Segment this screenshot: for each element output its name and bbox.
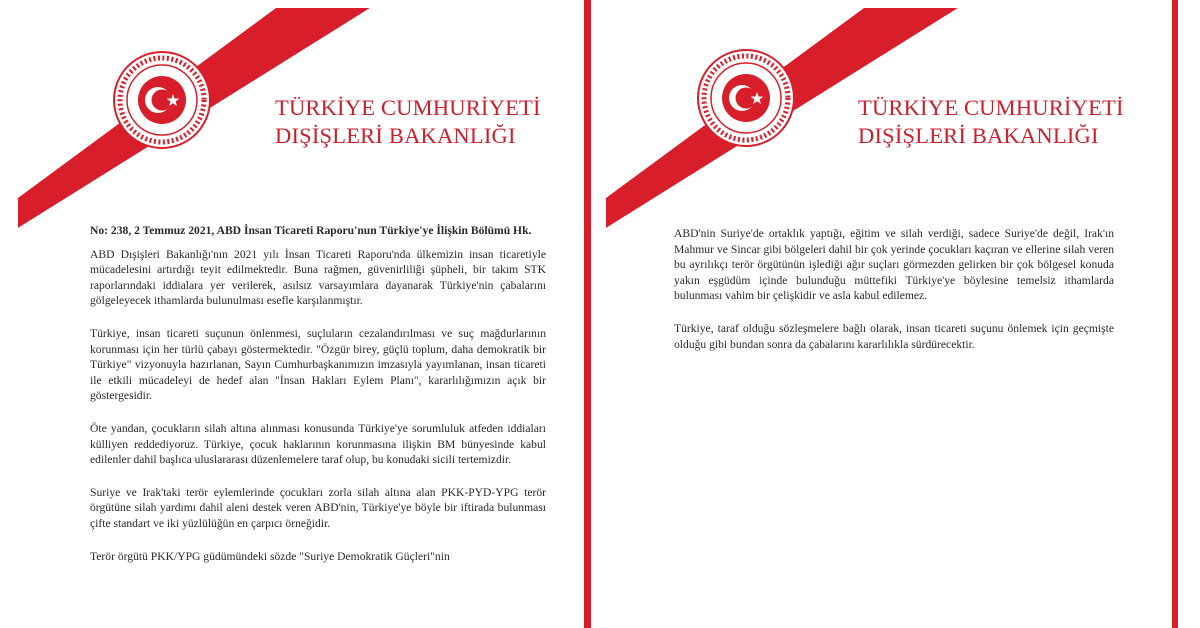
page-divider-line (584, 0, 591, 628)
press-release-text (674, 226, 1114, 369)
ministry-seal-icon (696, 48, 796, 148)
ministry-name (858, 94, 1124, 150)
ministry-name-line1: TÜRKİYE CUMHURİYETİ (858, 95, 1124, 120)
ministry-name-line2: DIŞİŞLERİ BAKANLIĞI (275, 123, 516, 148)
press-release-text (90, 223, 546, 581)
paragraph: Türkiye, insan ticareti suçunun önlenmesi, suçluların cezalandırılması ve suç mağdurlarının korunması için her türlü çabayı göstermektedir. "Özgür birey, güçlü toplum, daha demokratik bir Türkiye" vizyonuyla hazırlanan, Sayın Cumhurbaşkanımızın imzasıyla yayımlanan, insan ticareti ile etkili mücadeleyi de hedef alan "İnsan Hakları Eylem Planı", kararlılığımızın açık bir göstergesidir. (90, 326, 546, 403)
paragraph: Terör örgütü PKK/YPG güdümündeki sözde "Suriye Demokratik Güçleri"nin (90, 549, 450, 563)
left-page (0, 0, 576, 628)
right-page (592, 0, 1192, 628)
page-edge-line (1172, 0, 1178, 628)
paragraph: ABD'nin Suriye'de ortaklık yaptığı, eğitim ve silah verdiği, sadece Suriye'de değil, Irak'ın Mahmur ve Sincar gibi bölgeleri dahil bir çok yerinde çocukları kaçıran ve ellerine silah veren bu ayrılıkçı terör örgütünün işlediği ağır suçları görmezden gelirken bir çok bölgesel konuda yakın eşgüdüm içinde bulunduğu müttefiki Türkiye'ye böylesine temelsiz ithamlarda bulunması vahim bir çelişkidir ve asla kabul edilemez. (674, 227, 1114, 303)
ministry-seal-icon (112, 50, 212, 150)
ministry-name (275, 94, 541, 150)
paragraph: ABD Dışişleri Bakanlığı'nın 2021 yılı İnsan Ticareti Raporu'nda ülkemizin insan ticaretiyle mücadelesini artırdığı teyit edilmektedir. Buna rağmen, güvenirliliği şüpheli, bir takım STK raporlarındaki iddialara yer verilerek, asılsız varsayımlara dayanarak Türkiye'nin çabalarını gölgeleyecek ithamlarda bulunulması esefle karşılanmıştır. (90, 247, 546, 308)
paragraph: Türkiye, taraf olduğu sözleşmelere bağlı olarak, insan ticareti suçunu önlemek için geçmişte olduğu gibi bundan sonra da çabalarını kararlılıkla sürdürecektir. (674, 321, 1114, 351)
ministry-name-line1: TÜRKİYE CUMHURİYETİ (275, 95, 541, 120)
ministry-name-line2: DIŞİŞLERİ BAKANLIĞI (858, 123, 1099, 148)
press-release-heading: No: 238, 2 Temmuz 2021, ABD İnsan Ticareti Raporu'nun Türkiye'ye İlişkin Bölümü Hk. (90, 224, 532, 237)
paragraph: Suriye ve Irak'taki terör eylemlerinde çocukları zorla silah altına alan PKK-PYD-YPG terör örgütüne silah yardımı dahil aleni destek veren ABD'nin, Türkiye'ye böyle bir iftirada bulunması çifte standart ve iki yüzlülüğün en çarpıcı örneğidir. (90, 485, 546, 530)
paragraph: Öte yandan, çocukların silah altına alınması konusunda Türkiye'ye sorumluluk atfeden iddiaları külliyen reddediyoruz. Türkiye, çocuk haklarının korunmasına ilişkin BM bünyesinde kabul edilenler dahil başlıca uluslararası düzenlemelere taraf olup, bu konudaki sicili tertemizdir. (90, 421, 546, 467)
